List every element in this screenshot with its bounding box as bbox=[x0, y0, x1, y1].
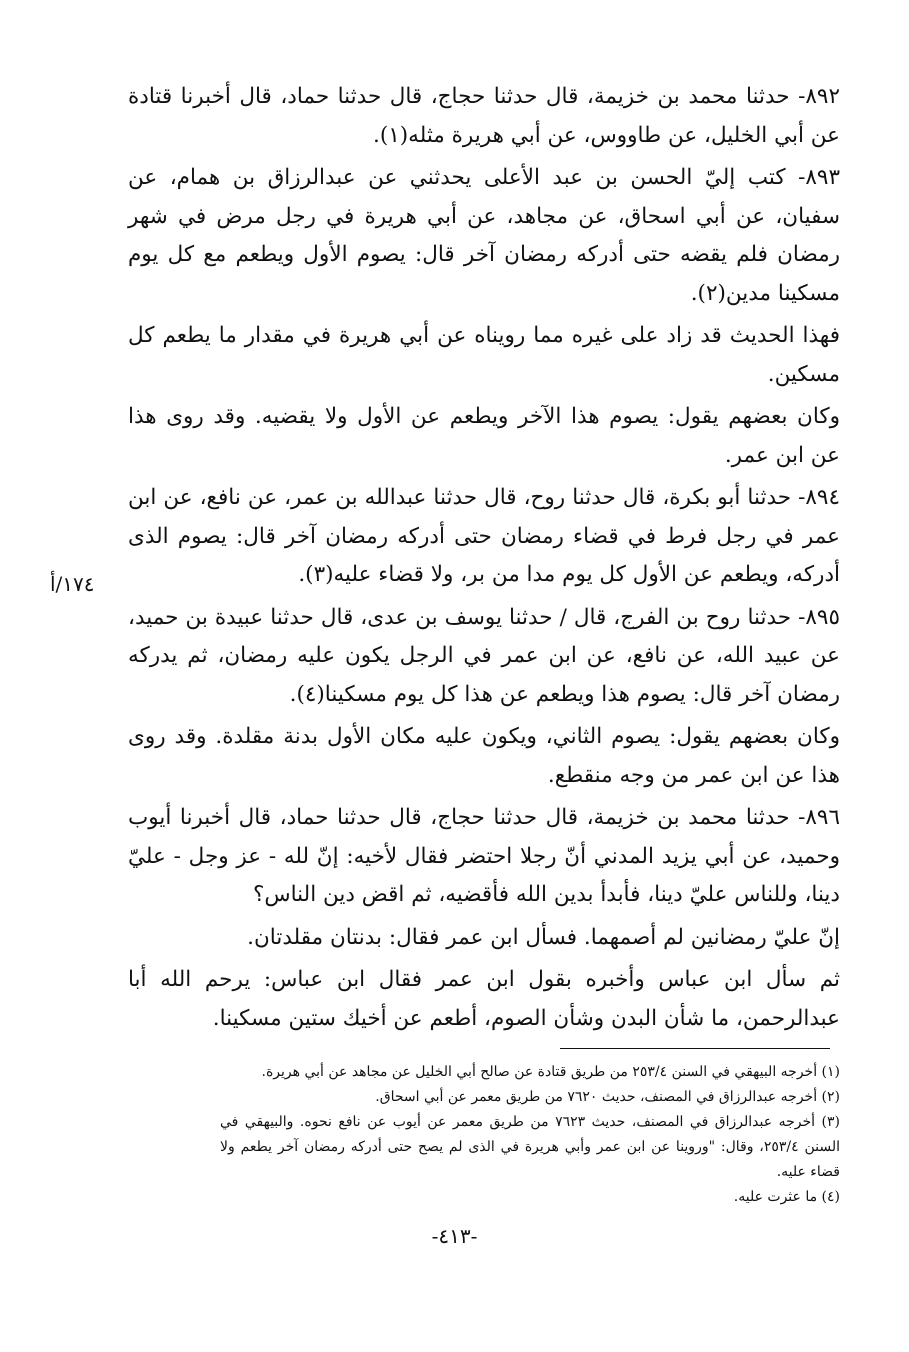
footnote-1: (١) أخرجه البيهقي في السنن ٢٥٣/٤ من طريق قتادة عن صالح أبي الخليل عن مجاهد عن أبي هريرة. bbox=[261, 1064, 840, 1080]
footnote-2: (٢) أخرجه عبدالرزاق في المصنف، حديث ٧٦٢٠ من طريق معمر عن أبي اسحاق. bbox=[375, 1089, 840, 1105]
footnotes bbox=[220, 1060, 840, 1210]
hadith-894: ٨٩٤- حدثنا أبو بكرة، قال حدثنا روح، قال حدثنا عبدالله بن عمر، عن نافع، عن ابن عمر في رجل فرط في قضاء رمضان حتى أدركه رمضان آخر قال: يصوم الذى أدركه، ويطعم عن الأول كل يوم مدا من بر، ولا قضاء عليه(٣). bbox=[128, 485, 840, 587]
main-text bbox=[128, 78, 840, 1042]
footnote-4: (٤) ما عثرت عليه. bbox=[733, 1189, 840, 1205]
commentary-paragraph: فهذا الحديث قد زاد على غيره مما رويناه عن أبي هريرة في مقدار ما يطعم كل مسكين. bbox=[128, 323, 840, 387]
hadith-892: ٨٩٢- حدثنا محمد بن خزيمة، قال حدثنا حجاج، قال حدثنا حماد، قال أخبرنا قتادة عن أبي الخليل، عن طاووس، عن أبي هريرة مثله(١). bbox=[128, 84, 840, 148]
hadith-896-continued: ثم سأل ابن عباس وأخبره بقول ابن عمر فقال ابن عباس: يرحم الله أبا عبدالرحمن، ما شأن البدن وشأن الصوم، أطعم عن أخيك ستين مسكينا. bbox=[128, 967, 840, 1031]
page-number: -٤١٣- bbox=[431, 1224, 478, 1248]
hadith-896-continued: إنّ عليّ رمضانين لم أصمهما. فسأل ابن عمر فقال: بدنتان مقلدتان. bbox=[247, 924, 840, 950]
hadith-895: ٨٩٥- حدثنا روح بن الفرج، قال / حدثنا يوسف بن عدى، قال حدثنا عبيدة بن حميد، عن عبيد الله، عن نافع، عن ابن عمر في الرجل يكون عليه رمضان، ثم يدركه رمضان آخر قال: يصوم هذا ويطعم عن هذا كل يوم مسكينا(٤). bbox=[128, 604, 840, 707]
commentary-paragraph: وكان بعضهم يقول: يصوم الثاني، ويكون عليه مكان الأول بدنة مقلدة. وقد روى هذا عن ابن عمر من وجه منقطع. bbox=[128, 724, 840, 788]
commentary-paragraph: وكان بعضهم يقول: يصوم هذا الآخر ويطعم عن الأول ولا يقضيه. وقد روى هذا عن ابن عمر. bbox=[128, 404, 840, 468]
footnote-3: (٣) أخرجه عبدالرزاق في المصنف، حديث ٧٦٢٣ من طريق معمر عن أيوب عن نافع نحوه. والبيهقي في السنن ٢٥٣/٤، وقال: "وروينا عن ابن عمر وأبي هريرة في الذى لم يصح حتى أدركه رمضان آخر يطعم ولا قضاء عليه. bbox=[220, 1114, 840, 1180]
manuscript-folio-note: ١٧٤/أ bbox=[50, 572, 95, 596]
hadith-893: ٨٩٣- كتب إليّ الحسن بن عبد الأعلى يحدثني عن عبدالرزاق بن همام، عن سفيان، عن أبي اسحاق، عن مجاهد، عن أبي هريرة في رجل مرض في شهر رمضان فلم يقضه حتى أدركه رمضان آخر قال: يصوم الأول ويطعم مع كل يوم مسكينا مدين(٢). bbox=[128, 165, 840, 306]
footnote-separator bbox=[560, 1048, 830, 1049]
hadith-896: ٨٩٦- حدثنا محمد بن خزيمة، قال حدثنا حجاج، قال حدثنا حماد، قال أخبرنا أيوب وحميد، عن أبي يزيد المدني أنّ رجلا احتضر فقال لأخيه: إنّ لله - عز وجل - عليّ دينا، وللناس عليّ دينا، فأبدأ بدين الله فأقضيه، ثم اقض دين الناس؟ bbox=[128, 805, 840, 907]
